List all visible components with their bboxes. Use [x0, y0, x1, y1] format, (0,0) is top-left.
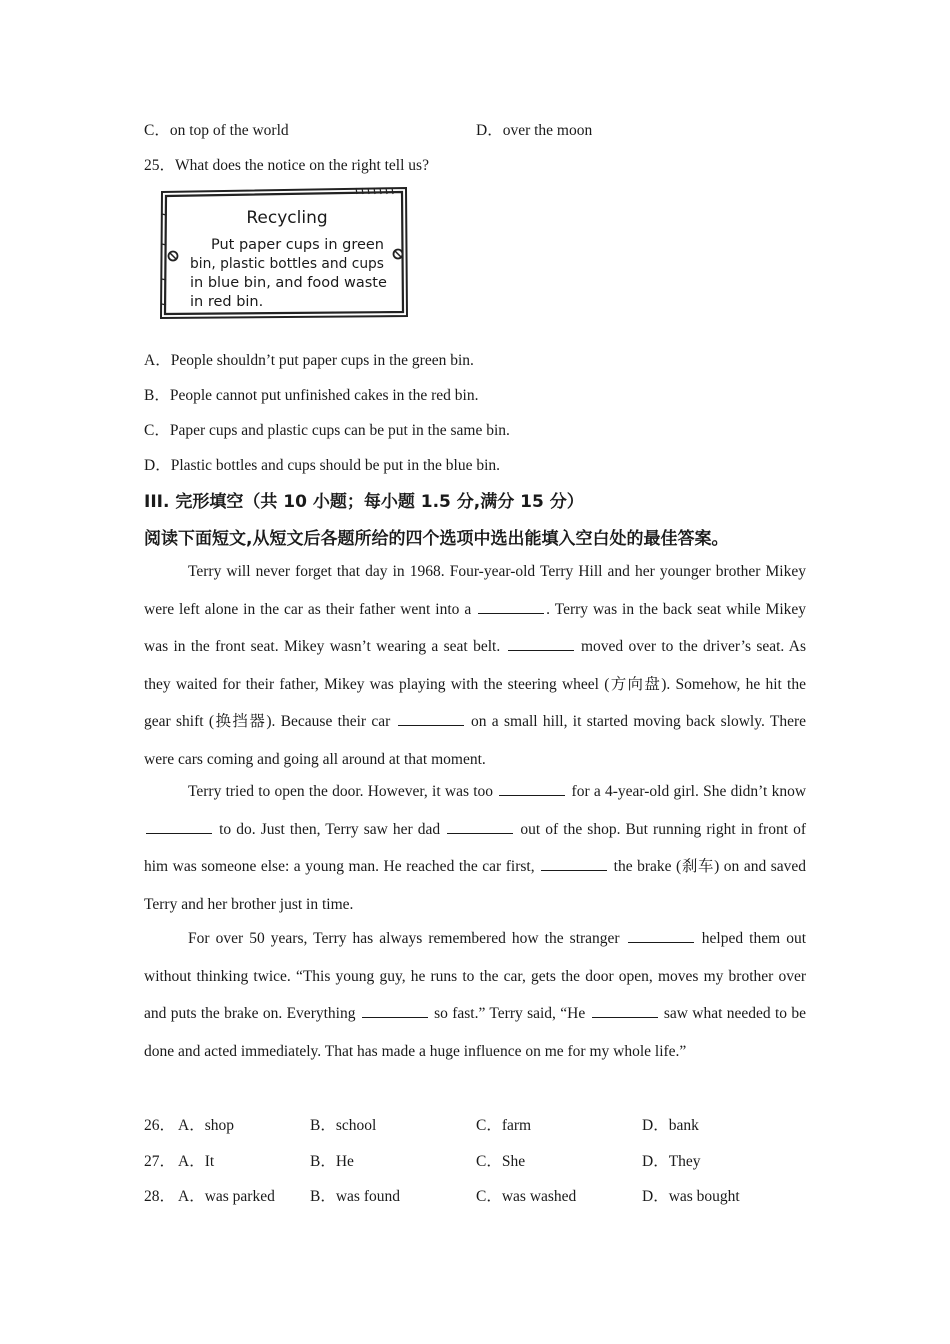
q25-option-c: C．Paper cups and plastic cups can be put in the same bin.: [144, 422, 510, 439]
passage-paragraph-1: [144, 553, 806, 778]
blank-31: [447, 821, 513, 834]
option-d: D．They: [642, 1153, 701, 1170]
passage-text: out of the shop. But running right in front of him was someone else: a young man. He reached the car first,: [144, 820, 806, 875]
option-a: A．It: [178, 1153, 215, 1170]
option-b: B．He: [310, 1153, 354, 1170]
section-heading: III. 完形填空（共 10 小题；每小题 1.5 分,满分 15 分）: [144, 492, 584, 512]
option-c: C．was washed: [476, 1188, 577, 1205]
q25-option-d: D．Plastic bottles and cups should be put in the blue bin.: [144, 457, 501, 474]
option-c: C．farm: [476, 1117, 532, 1134]
q24-option-c: C．on top of the world: [144, 122, 289, 139]
passage-text: for a 4-year-old girl. She didn’t know: [571, 783, 807, 800]
blank-33: [628, 930, 694, 943]
notice-line-2: bin, plastic bottles and cups: [190, 256, 384, 272]
q25-question: 25．What does the notice on the right tell us?: [144, 157, 429, 174]
option-a: A．was parked: [178, 1188, 275, 1205]
q25-option-b: B．People cannot put unfinished cakes in the red bin.: [144, 387, 479, 404]
question-number: 26．: [144, 1117, 176, 1134]
option-c: C．She: [476, 1153, 526, 1170]
q24-option-d: D．over the moon: [476, 122, 593, 139]
passage-text: Terry tried to open the door. However, it was too: [188, 783, 494, 800]
section-instruction: 阅读下面短文,从短文后各题所给的四个选项中选出能填入空白处的最佳答案。: [144, 529, 729, 549]
blank-30: [146, 821, 212, 834]
passage-text: moved over to the driver’s seat. As they waited for their father, Mikey was playing with the steering wheel (方向盘). Somehow, he hit the gear shift (换挡器). Because their car: [144, 638, 807, 730]
blank-35: [592, 1005, 658, 1018]
passage-text: Terry will never forget that day in 1968. Four-year-old Terry Hill and her younger brother Mikey were left alone in the car as their father went into a: [144, 563, 806, 618]
question-number: 27．: [144, 1153, 176, 1170]
q25-option-a: A．People shouldn’t put paper cups in the green bin.: [144, 352, 474, 369]
blank-28: [398, 713, 464, 726]
blank-27: [508, 638, 574, 651]
recycling-notice: [156, 184, 412, 324]
option-a: A．shop: [178, 1117, 234, 1134]
option-d: D．was bought: [642, 1188, 740, 1205]
notice-board-frame: [156, 184, 412, 324]
blank-26: [478, 601, 544, 614]
blank-34: [362, 1005, 428, 1018]
passage-text: so fast.” Terry said, “He: [434, 1005, 586, 1022]
option-b: B．was found: [310, 1188, 400, 1205]
option-d: D．bank: [642, 1117, 699, 1134]
passage-text: saw what needed to be done and acted immediately. That has made a huge influence on me for my whole life.”: [144, 1005, 806, 1060]
notice-line-4: in red bin.: [190, 294, 264, 310]
passage-text: the brake (刹车) on and saved Terry and her brother just in time.: [144, 858, 807, 913]
screw-icon: [169, 252, 178, 261]
blank-32: [541, 858, 607, 871]
passage-text: . Terry was in the back seat while Mikey was in the front seat. Mikey wasn’t wearing a seat belt.: [144, 600, 807, 655]
option-b: B．school: [310, 1117, 377, 1134]
notice-line-3: in blue bin, and food waste: [190, 275, 387, 291]
passage-text: on a small hill, it started moving back slowly. There were cars coming and going all around at that moment.: [144, 713, 807, 768]
screw-icon: [394, 250, 403, 259]
passage-text: For over 50 years, Terry has always remembered how the stranger: [188, 930, 620, 947]
blank-29: [499, 783, 565, 796]
passage-text: helped them out without thinking twice. “This young guy, he runs to the car, gets the door open, moves my brother over and puts the brake on. Everything: [144, 930, 807, 1022]
passage-text: to do. Just then, Terry saw her dad: [219, 820, 441, 838]
question-number: 28．: [144, 1188, 176, 1205]
passage-paragraph-3: [144, 920, 806, 1070]
passage-paragraph-2: [144, 773, 806, 923]
notice-line-1: Put paper cups in green: [211, 237, 384, 253]
notice-title: Recycling: [246, 208, 328, 228]
